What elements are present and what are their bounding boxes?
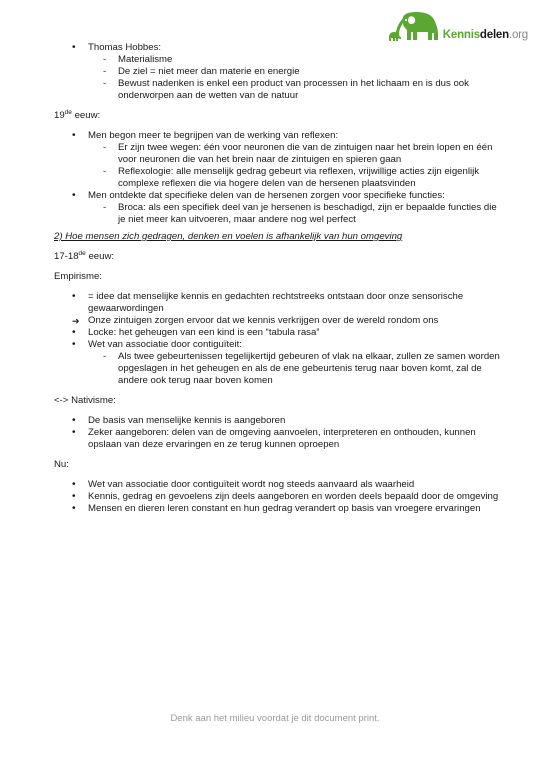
hobbes-sublist — [54, 54, 504, 102]
list-item: • = idee dat menselijke kennis en gedachten rechtstreeks ontstaan door onze sensorische gewaarwordingen — [54, 291, 504, 315]
century-19-label: 19de eeuw: — [54, 108, 101, 121]
reflex-sublist — [54, 142, 504, 190]
hobbes-list — [54, 42, 504, 54]
footer-note: Denk aan het milieu voordat je dit document print. — [170, 713, 380, 724]
logo-brand-3: .org — [508, 29, 528, 41]
arrow-item: ➔ Onze zintuigen zorgen ervoor dat we kennis verkrijgen over de wereld rondom ons — [54, 315, 504, 327]
list-item: - De ziel = niet meer dan materie en energie — [54, 66, 504, 78]
list-item: - Als twee gebeurtenissen tegelijkertijd gebeuren of vlak na elkaar, zullen ze samen worden opgeslagen in het geheugen en als de ene gebeurtenis terug naar boven komt, zal de andere ook terug naar boven komen — [54, 351, 504, 387]
nu-list — [54, 479, 504, 515]
list-item: - Broca: als een specifiek deel van je hersenen is beschadigd, zijn er bepaalde functies die je niet meer kan uitvoeren, maar andere nog wel perfect — [54, 202, 504, 226]
section-heading: 2) Hoe mensen zich gedragen, denken en voelen is afhankelijk van hun omgeving — [54, 231, 403, 242]
kennisdelen-logo[interactable] — [389, 12, 528, 42]
list-item: - Bewust nadenken is enkel een product van processen in het lichaam en is dus ook onderworpen aan de wetten van de natuur — [54, 78, 504, 102]
nativisme-title: <-> Nativisme: — [54, 395, 116, 406]
list-item: • Zeker aangeboren: delen van de omgeving aanvoelen, interpreteren en onthouden, kunnen opslaan van deze ervaringen en ze terug kunnen oproepen — [54, 427, 504, 451]
logo-brand-2: delen — [479, 29, 509, 41]
list-item: - Reflexologie: alle menselijk gedrag gebeurt via reflexen, vrijwillige acties zijn eigenlijk complexe reflexen die via hogere delen van de hersenen plaatsvinden — [54, 166, 504, 190]
list-item: • Kennis, gedrag en gevoelens zijn deels aangeboren en worden deels bepaald door de omgeving — [54, 491, 504, 503]
brain-sublist — [54, 202, 504, 226]
list-item: • Thomas Hobbes: — [54, 42, 504, 54]
list-item: - Materialisme — [54, 54, 504, 66]
list-item: • Men begon meer te begrijpen van de werking van reflexen: — [54, 130, 504, 142]
list-item: • De basis van menselijke kennis is aangeboren — [54, 415, 504, 427]
document-body — [54, 42, 504, 515]
c19-list-2 — [54, 190, 504, 202]
century-17-18-label: 17-18de eeuw: — [54, 249, 115, 262]
empirisme-title: Empirisme: — [54, 271, 102, 282]
list-item: • Mensen en dieren leren constant en hun gedrag verandert op basis van vroegere ervaringen — [54, 503, 504, 515]
logo-text — [443, 29, 528, 41]
logo-brand-1: Kennis — [442, 29, 480, 41]
list-item: • Wet van associatie door contiguïteit wordt nog steeds aanvaard als waarheid — [54, 479, 504, 491]
nu-title: Nu: — [54, 459, 69, 470]
empirisme-sublist — [54, 351, 504, 387]
list-item: • Locke: het geheugen van een kind is een “tabula rasa” — [54, 327, 504, 339]
elephant-icon — [389, 12, 441, 42]
list-item: • Wet van associatie door contiguïteit: — [54, 339, 504, 351]
c19-list — [54, 130, 504, 142]
list-item: • Men ontdekte dat specifieke delen van de hersenen zorgen voor specifieke functies: — [54, 190, 504, 202]
nativisme-list — [54, 415, 504, 451]
list-item: - Er zijn twee wegen: één voor neuronen die van de zintuigen naar het brein lopen en één voor neuronen die van het brein naar de zintuigen en spieren gaan — [54, 142, 504, 166]
empirisme-list — [54, 291, 504, 351]
